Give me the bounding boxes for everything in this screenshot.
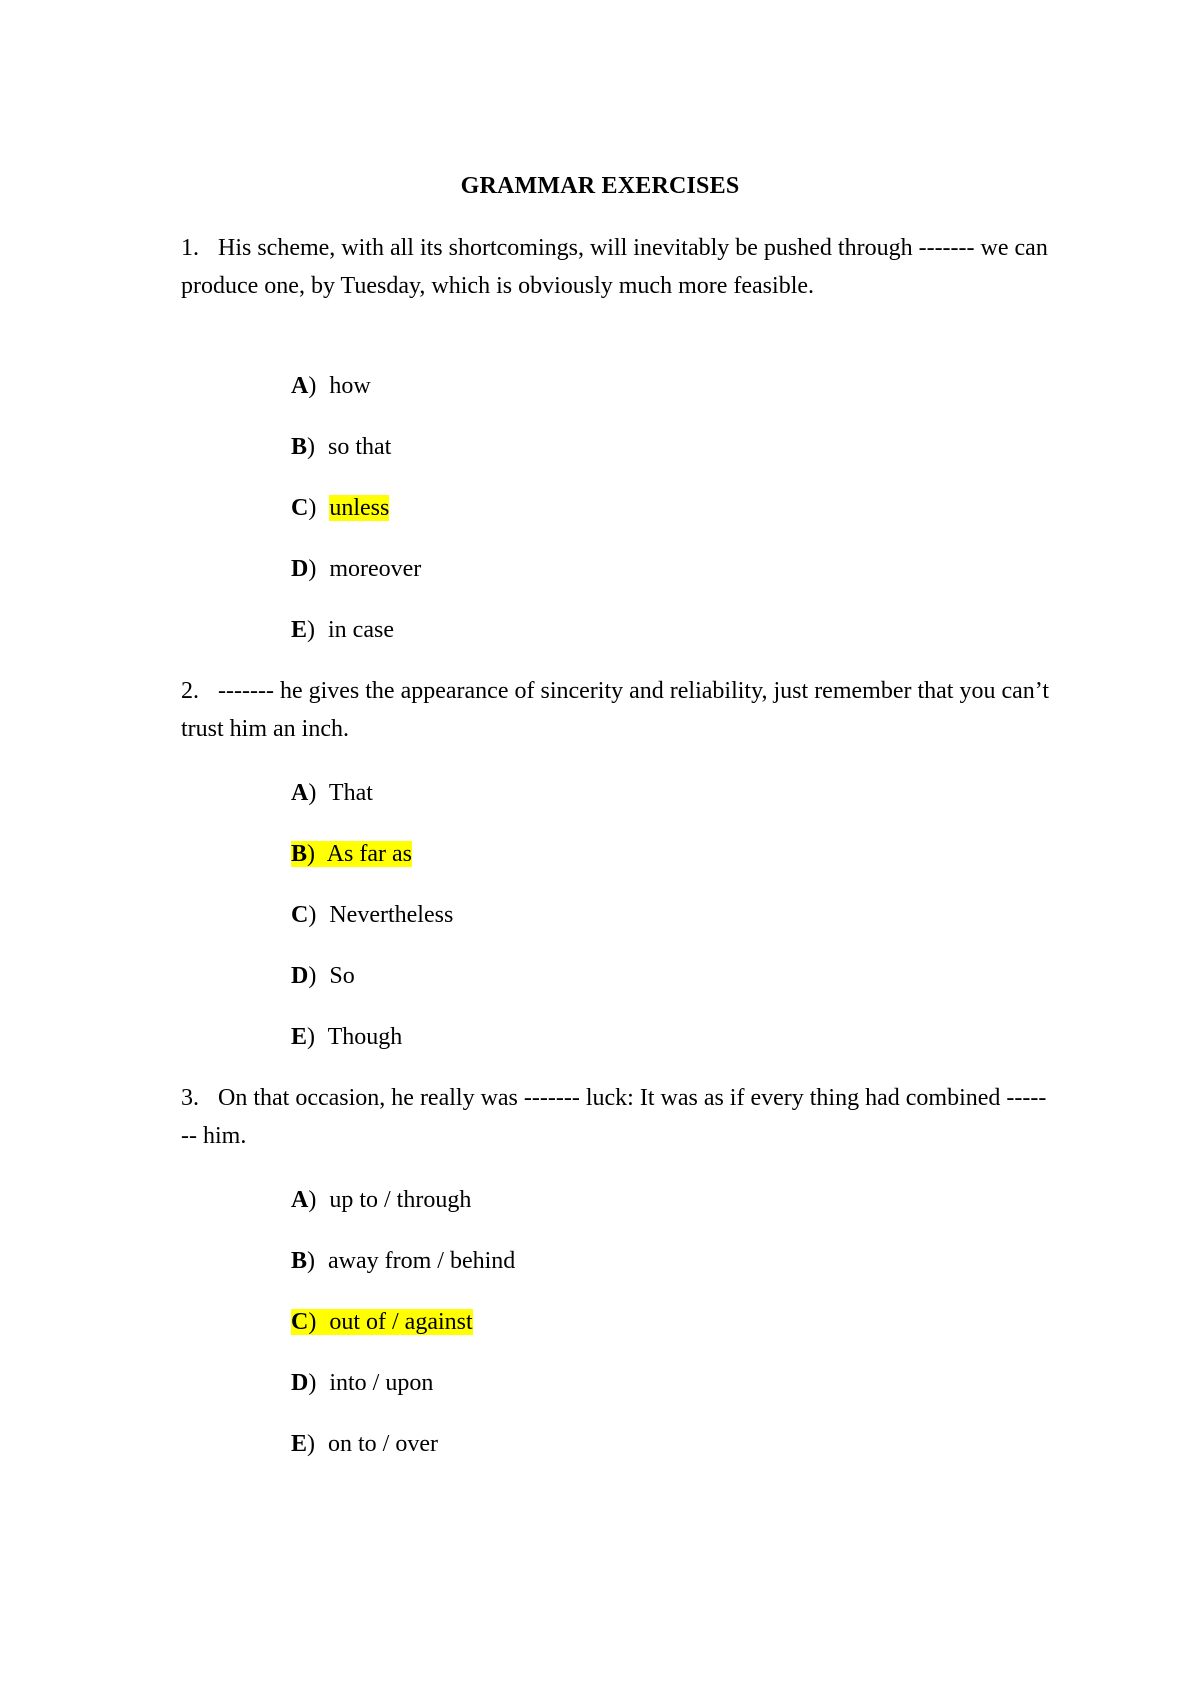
option-1b[interactable] [291, 431, 391, 463]
question-text: On that occasion, he really was ------- luck: It was as if every thing had combined ------- him. [181, 1085, 1047, 1149]
option-paren: ) [308, 963, 317, 989]
option-letter: B [291, 1248, 308, 1274]
option-letter: E [291, 1431, 308, 1457]
option-text: Nevertheless [329, 902, 454, 928]
option-letter: E [291, 1024, 308, 1050]
question-number: 1. [181, 235, 199, 261]
option-2e[interactable] [291, 1021, 402, 1053]
option-paren: ) [307, 1248, 316, 1274]
page-title: GRAMMAR EXERCISES [460, 173, 740, 199]
option-text: how [329, 373, 371, 399]
option-letter: C [291, 495, 309, 521]
option-1c[interactable] [291, 492, 389, 524]
option-paren: ) [308, 1370, 317, 1396]
option-2d[interactable] [291, 960, 355, 992]
option-text: into / upon [329, 1370, 434, 1396]
option-text-highlighted: unless [329, 495, 390, 521]
option-paren: ) [308, 902, 317, 928]
option-text: up to / through [329, 1187, 472, 1213]
option-paren: ) [308, 780, 317, 806]
option-2a[interactable] [291, 777, 373, 809]
option-letter: D [291, 556, 309, 582]
option-text: That [328, 780, 373, 806]
option-3a[interactable] [291, 1184, 471, 1216]
option-letter: D [291, 1370, 309, 1396]
option-text-highlighted: out of / against [329, 1309, 473, 1335]
option-1e[interactable] [291, 614, 394, 646]
option-paren: ) [308, 1187, 317, 1213]
question-text: ------- he gives the appearance of sincerity and reliability, just remember that you can’t trust him an inch. [181, 678, 1049, 742]
option-text: moreover [329, 556, 422, 582]
option-letter: A [291, 373, 309, 399]
option-text: in case [328, 617, 394, 643]
question-1 [181, 230, 1051, 305]
option-letter: A [291, 780, 309, 806]
option-paren: ) [307, 617, 316, 643]
option-3b[interactable] [291, 1245, 515, 1277]
question-text: His scheme, with all its shortcomings, will inevitably be pushed through ------- we can produce one, by Tuesday, which is obviously much more feasible. [181, 235, 1048, 299]
option-3d[interactable] [291, 1367, 433, 1399]
option-paren: ) [307, 1024, 316, 1050]
option-1d[interactable] [291, 553, 421, 585]
question-number: 3. [181, 1085, 199, 1111]
option-3c[interactable] [291, 1306, 473, 1338]
option-letter: B [291, 434, 308, 460]
question-3 [181, 1080, 1051, 1155]
option-3e[interactable] [291, 1428, 438, 1460]
option-paren: ) [308, 495, 317, 521]
option-paren: ) [308, 556, 317, 582]
option-text: So [329, 963, 355, 989]
option-paren: ) [308, 373, 317, 399]
option-text: so that [328, 434, 392, 460]
option-paren: ) [307, 1431, 316, 1457]
option-letter: E [291, 617, 308, 643]
option-text-highlighted: As far as [326, 841, 413, 867]
option-letter: C [291, 902, 309, 928]
question-number: 2. [181, 678, 199, 704]
option-text: away from / behind [328, 1248, 516, 1274]
option-text: on to / over [328, 1431, 438, 1457]
option-letter: D [291, 963, 309, 989]
option-1a[interactable] [291, 370, 371, 402]
option-text: Though [327, 1024, 403, 1050]
option-paren: ) [308, 1309, 317, 1335]
option-2c[interactable] [291, 899, 453, 931]
option-letter: B [291, 841, 308, 867]
option-paren: ) [307, 434, 316, 460]
option-letter: A [291, 1187, 309, 1213]
option-2b[interactable] [291, 838, 412, 870]
option-letter: C [291, 1309, 309, 1335]
question-2 [181, 673, 1051, 748]
option-paren: ) [307, 841, 316, 867]
